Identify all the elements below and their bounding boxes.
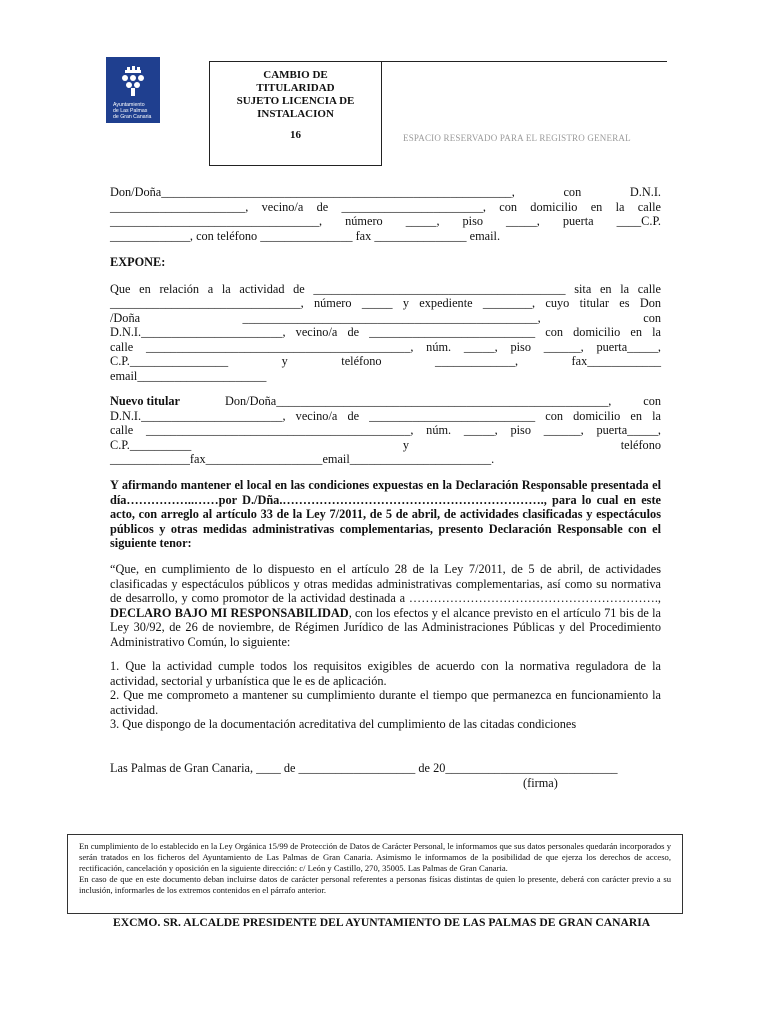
declaration-intro-section xyxy=(110,478,661,551)
form-title xyxy=(210,69,381,121)
expone-line-1: Que en relación a la actividad de _________________________________________ sita en la calle xyxy=(110,281,661,296)
expone-line-4: D.N.I._______________________, vecino/a de ___________________________ con domicilio en la xyxy=(110,325,661,339)
list-item: 2. Que me comprometo a mantener su cumplimiento durante el tiempo que permanezca en funcionamiento la actividad. xyxy=(110,688,661,717)
applicant-line-2: ______________________, vecino/a de _______________________, con domicilio en la calle xyxy=(110,199,661,214)
registry-label: ESPACIO RESERVADO PARA EL REGISTRO GENERAL xyxy=(403,133,631,143)
new-holder-line-3: calle ___________________________________________, núm. _____, piso ______, puerta_____, xyxy=(110,423,661,437)
new-holder-line-5: _____________fax___________________email_______________________. xyxy=(110,452,495,466)
logo-text-line3: de Gran Canaria xyxy=(113,114,152,120)
new-holder-line-4: C.P.__________ y teléfono xyxy=(110,437,661,452)
new-holder-line-1: Don/Doña______________________________________________________, con xyxy=(225,394,661,408)
quote-bold: DECLARO BAJO MI RESPONSABILIDAD xyxy=(110,605,349,620)
applicant-line-4: _____________, con teléfono _______________ fax _______________ email. xyxy=(110,228,501,243)
addressee-line: EXCMO. SR. ALCALDE PRESIDENTE DEL AYUNTAMIENTO DE LAS PALMAS DE GRAN CANARIA xyxy=(113,916,651,929)
new-holder-label: Nuevo titular xyxy=(110,394,181,408)
title-line-3: SUJETO LICENCIA DE xyxy=(236,95,355,107)
quote-part-2: , con los efectos y el alcance previsto en el artículo 71 bis de la Ley 30/92, de 26 de noviembre, de Régimen Jurídico de las Administraciones Públicas y del Procedimiento Administrativo Común, lo siguiente: xyxy=(110,605,661,649)
expone-heading: EXPONE: xyxy=(110,255,166,269)
las-palmas-crest-icon xyxy=(106,57,160,123)
list-item: 1. Que la actividad cumple todos los requisitos exigibles de acuerdo con la normativa reguladora de la actividad, sectorial y urbanística que le es de aplicación. xyxy=(110,659,661,688)
expone-line-7: email_____________________ xyxy=(110,368,267,383)
expone-line-3: /Doña ________________________________________________, con xyxy=(110,310,661,325)
municipal-logo xyxy=(106,57,160,123)
signature-label: (firma) xyxy=(523,776,558,790)
form-number: 16 xyxy=(290,129,301,141)
declaration-quote xyxy=(110,562,661,649)
registry-reserved-area xyxy=(381,61,667,165)
third-party-notice: En caso de que en este documento deban incluirse datos de carácter personal referentes a personas físicas distintas de quien lo presente, deberá con carácter previo a su inclusión, informarles de los extremos contenidos en el párrafo anterior. xyxy=(79,874,671,895)
applicant-section xyxy=(110,185,661,243)
expone-line-6: C.P.________________ y teléfono _____________, fax____________ xyxy=(110,354,661,368)
quote-part-1: “Que, en cumplimiento de lo dispuesto en el artículo 28 de la Ley 7/2011, de 5 de abril, de actividades clasificadas y espectáculos públicos y otras medidas administrativas complementarias, así como su normativa de desarrollo, y como promotor de la actividad destinada a ……………………………………………………., xyxy=(110,562,661,605)
place-date-line: Las Palmas de Gran Canaria, ____ de ___________________ de 20____________________________ xyxy=(110,761,618,775)
declaration-intro: Y afirmando mantener el local en las condiciones expuestas en la Declaración Responsable presentada el día……………..……por D./Dña.………………………………………………………., para lo cual en este acto, con arreglo al artículo 33 de la Ley 7/2011, de 5 de abril, de actividades clasificadas y espectáculos públicos y otras medidas administrativas complementarias, presento Declaración Responsable con el siguiente tenor: xyxy=(110,478,661,550)
list-item: 3. Que dispongo de la documentación acreditativa del cumplimiento de las citadas condiciones xyxy=(110,717,577,731)
expone-line-5: calle ___________________________________________, núm. _____, piso ______, puerta_____, xyxy=(110,339,661,354)
logo-text-line1: Ayuntamiento xyxy=(113,102,145,108)
privacy-notice: En cumplimiento de lo establecido en la Ley Orgánica 15/99 de Protección de Datos de Carácter Personal, le informamos que sus datos personales quedarán incorporados y serán tratados en los ficheros del Ayuntamiento de Las Palmas de Gran Canaria. Asimismo le informamos de la posibilidad de que ejerza los derechos de acceso, rectificación, cancelación y oposición en la siguiente dirección: c/ León y Castillo, 270, 35005. Las Palmas de Gran Canaria. xyxy=(79,841,671,873)
declaration-quote-section xyxy=(110,562,661,649)
declaration-items xyxy=(110,659,661,732)
applicant-line-3: __________________________________, número _____, piso _____, puerta ____C.P. xyxy=(110,214,661,228)
new-holder-line-2: D.N.I._______________________, vecino/a de ___________________________ con domicilio en la xyxy=(110,408,661,423)
expone-section xyxy=(110,255,661,383)
expone-line-2: _______________________________, número _____ y expediente ________, cuyo titular es Don xyxy=(110,296,661,310)
signature-section xyxy=(110,761,661,776)
new-holder-section xyxy=(110,394,661,467)
title-line-4: INSTALACION xyxy=(257,108,334,120)
logo-text-line2: de Las Palmas xyxy=(113,108,148,114)
applicant-line-1: Don/Doña_________________________________________________________, con D.N.I. xyxy=(110,185,661,199)
title-line-2: TITULARIDAD xyxy=(256,82,335,94)
privacy-notice-box xyxy=(67,834,683,914)
form-title-box xyxy=(209,61,382,166)
title-line-1: CAMBIO DE xyxy=(263,69,328,81)
